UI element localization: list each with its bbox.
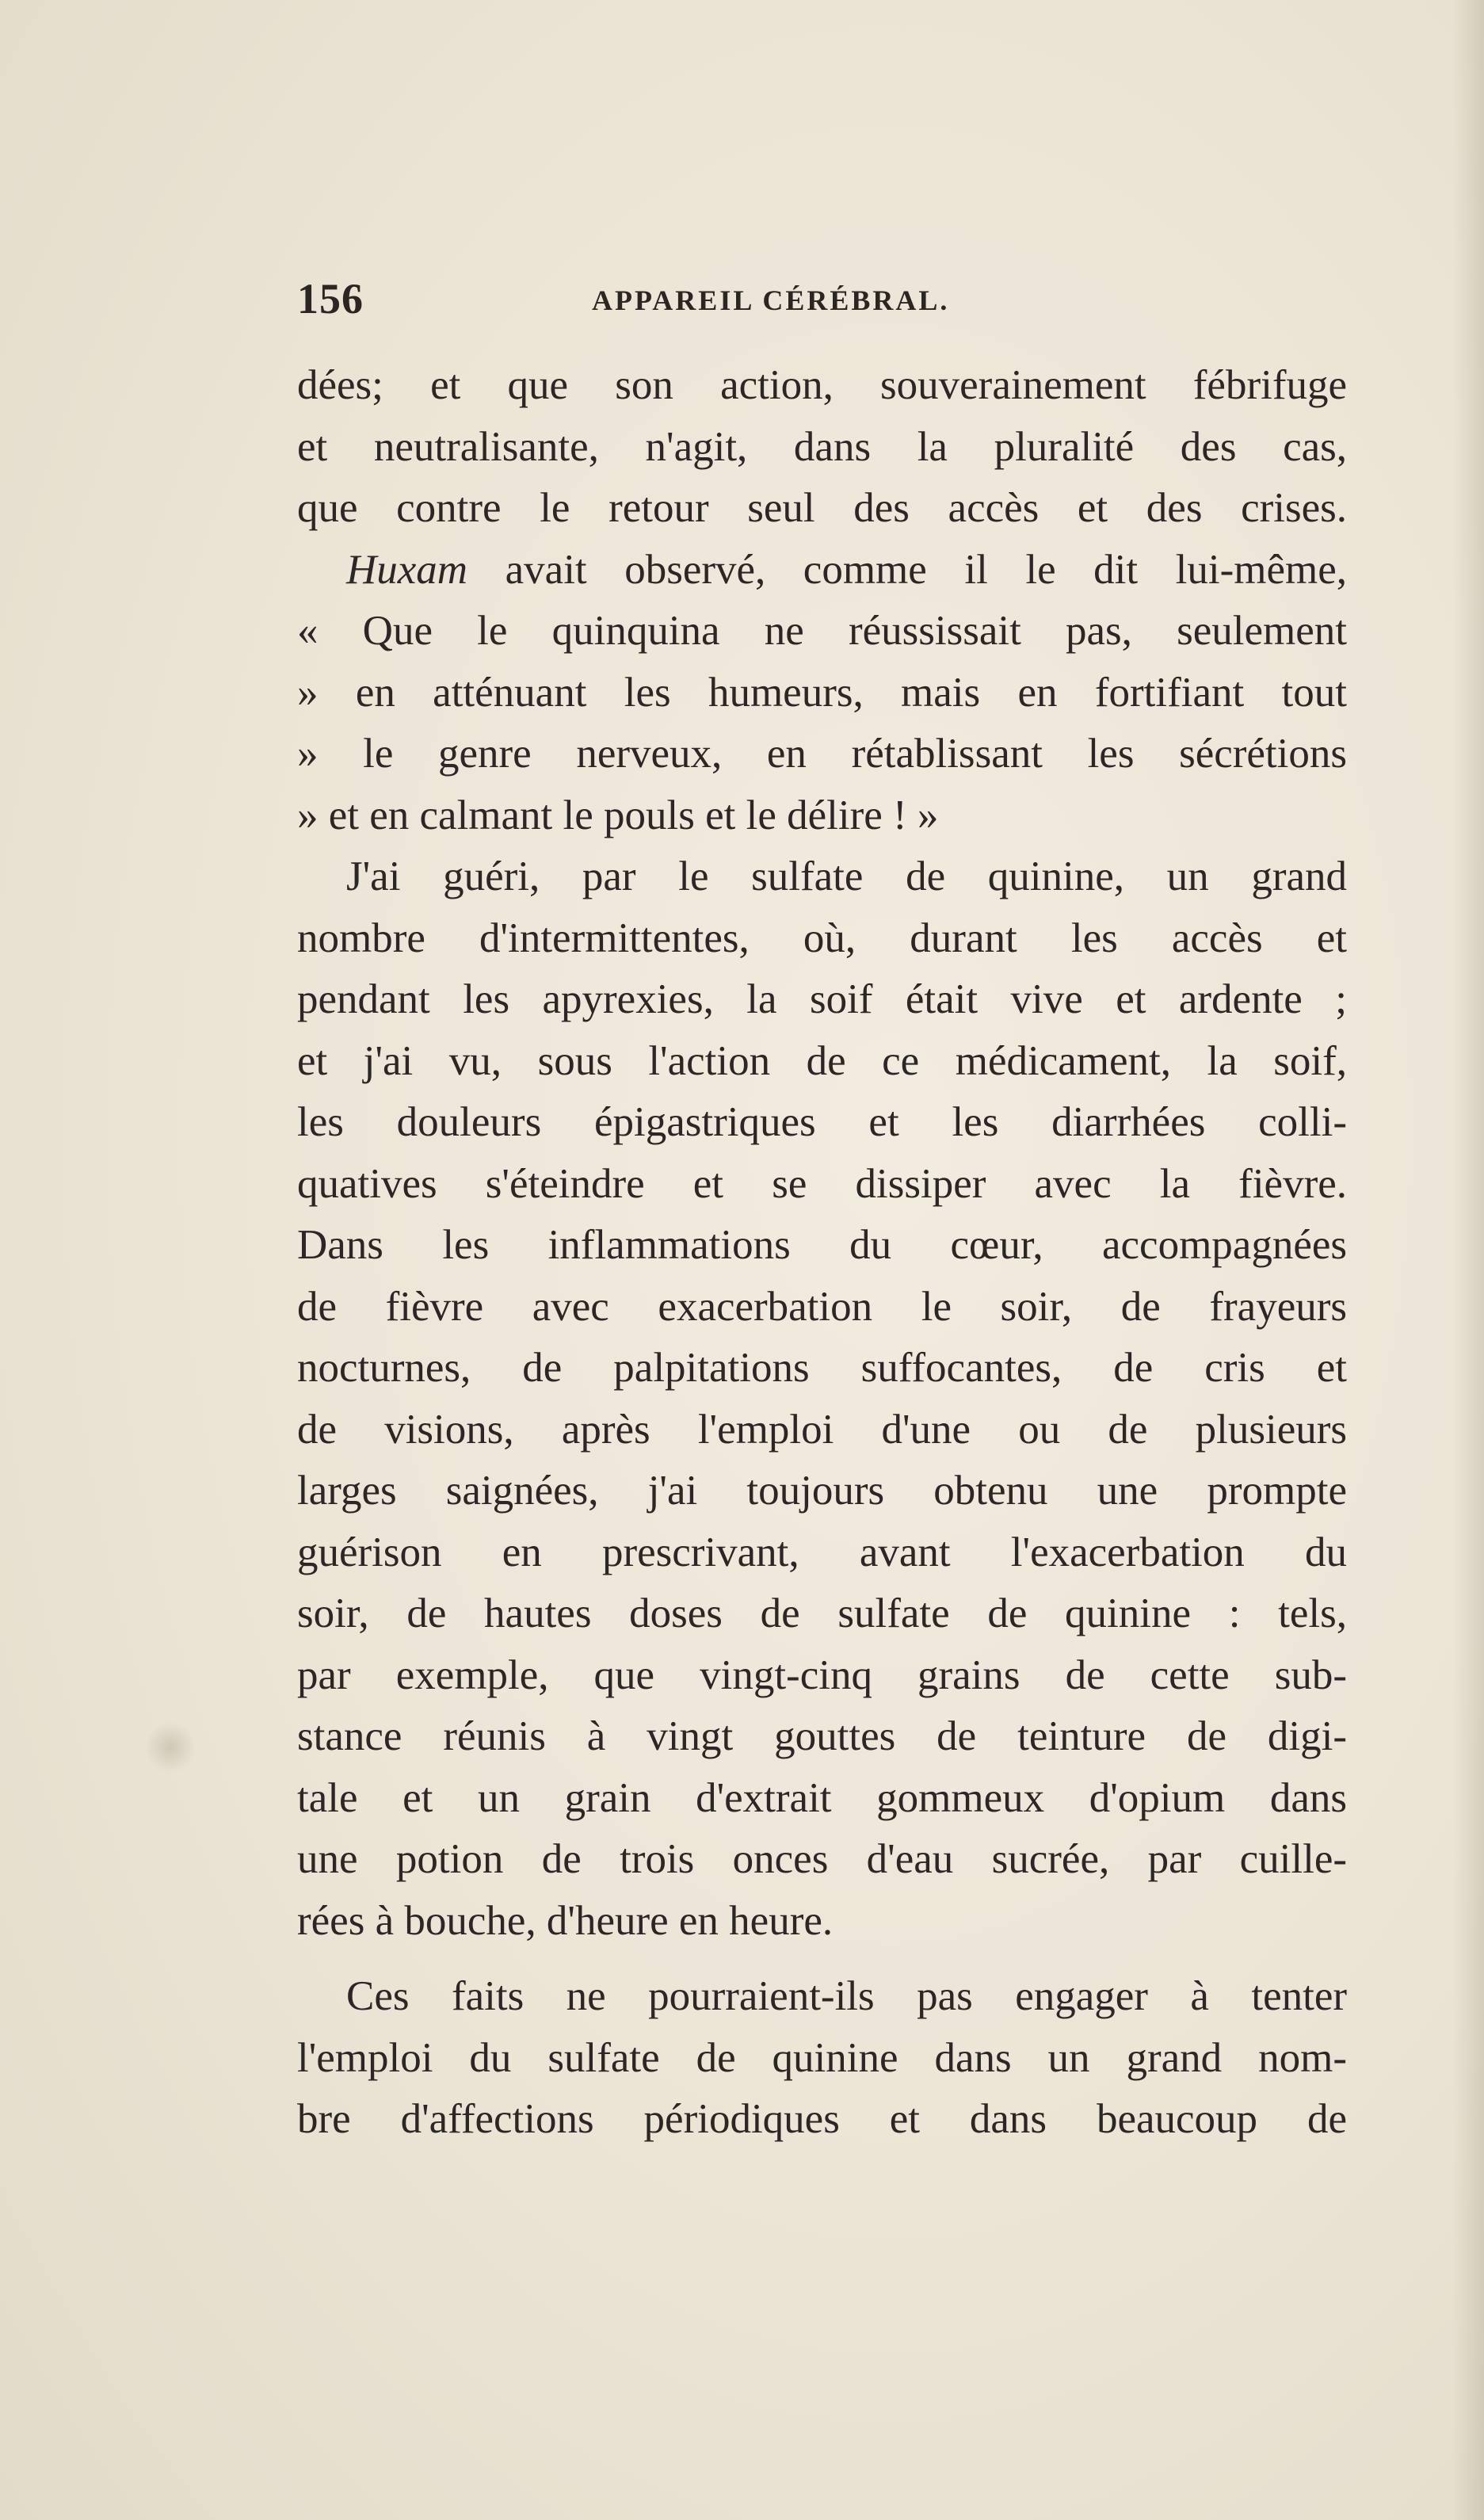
text-line: stance réunis à vingt gouttes de teinture de digi- [297, 1713, 1347, 1759]
body-text [297, 355, 1347, 2151]
text-line: guérison en prescrivant, avant l'exacerbation du [297, 1529, 1347, 1575]
text-line: que contre le retour seul des accès et des crises. [297, 485, 1347, 531]
page-edge-shadow [1452, 0, 1484, 2520]
page-number: 156 [297, 275, 364, 323]
text-line: « Que le quinquina ne réussissait pas, seulement [297, 608, 1347, 654]
text-line: pendant les apyrexies, la soif était vive et ardente ; [297, 976, 1347, 1022]
text-line: les douleurs épigastriques et les diarrhées colli- [297, 1099, 1347, 1145]
text-line: soir, de hautes doses de sulfate de quinine : tels, [297, 1590, 1347, 1636]
text-line: dées; et que son action, souverainement fébrifuge [297, 362, 1347, 408]
text-line [297, 540, 1347, 601]
paper-stain [147, 1720, 194, 1775]
text-line: tale et un grain d'extrait gommeux d'opium dans [297, 1774, 1347, 1821]
text-line: de fièvre avec exacerbation le soir, de frayeurs [297, 1283, 1347, 1330]
page-header [297, 269, 1347, 333]
text-line: nombre d'intermittentes, où, durant les accès et [297, 914, 1347, 961]
text-line: » et en calmant le pouls et le délire ! » [297, 792, 939, 838]
text-line: une potion de trois onces d'eau sucrée, par cuille- [297, 1836, 1347, 1882]
text-line: rées à bouche, d'heure en heure. [297, 1897, 834, 1944]
text-line-rest: avait observé, comme il le dit lui-même, [505, 546, 1348, 593]
text-line: de visions, après l'emploi d'une ou de plusieurs [297, 1406, 1347, 1453]
text-line: par exemple, que vingt-cinq grains de cette sub- [297, 1651, 1347, 1698]
text-line: » le genre nerveux, en rétablissant les sécrétions [297, 731, 1347, 777]
text-line: l'emploi du sulfate de quinine dans un grand nom- [297, 2034, 1347, 2081]
text-line: bre d'affections périodiques et dans beaucoup de [297, 2096, 1347, 2142]
text-line: Ces faits ne pourraient-ils pas engager à tenter [346, 1973, 1347, 2019]
text-line: et j'ai vu, sous l'action de ce médicament, la soif, [297, 1037, 1347, 1084]
text-line: quatives s'éteindre et se dissiper avec la fièvre. [297, 1160, 1347, 1207]
text-line: larges saignées, j'ai toujours obtenu une prompte [297, 1468, 1347, 1514]
author-name: Huxam [346, 546, 468, 593]
text-line: et neutralisante, n'agit, dans la pluralité des cas, [297, 423, 1347, 470]
text-line: nocturnes, de palpitations suffocantes, de cris et [297, 1345, 1347, 1391]
text-line: » en atténuant les humeurs, mais en fortifiant tout [297, 669, 1347, 716]
text-line: J'ai guéri, par le sulfate de quinine, un grand [346, 853, 1347, 899]
text-line: Dans les inflammations du cœur, accompagnées [297, 1222, 1347, 1268]
running-title: APPAREIL CÉRÉBRAL. [592, 284, 950, 316]
